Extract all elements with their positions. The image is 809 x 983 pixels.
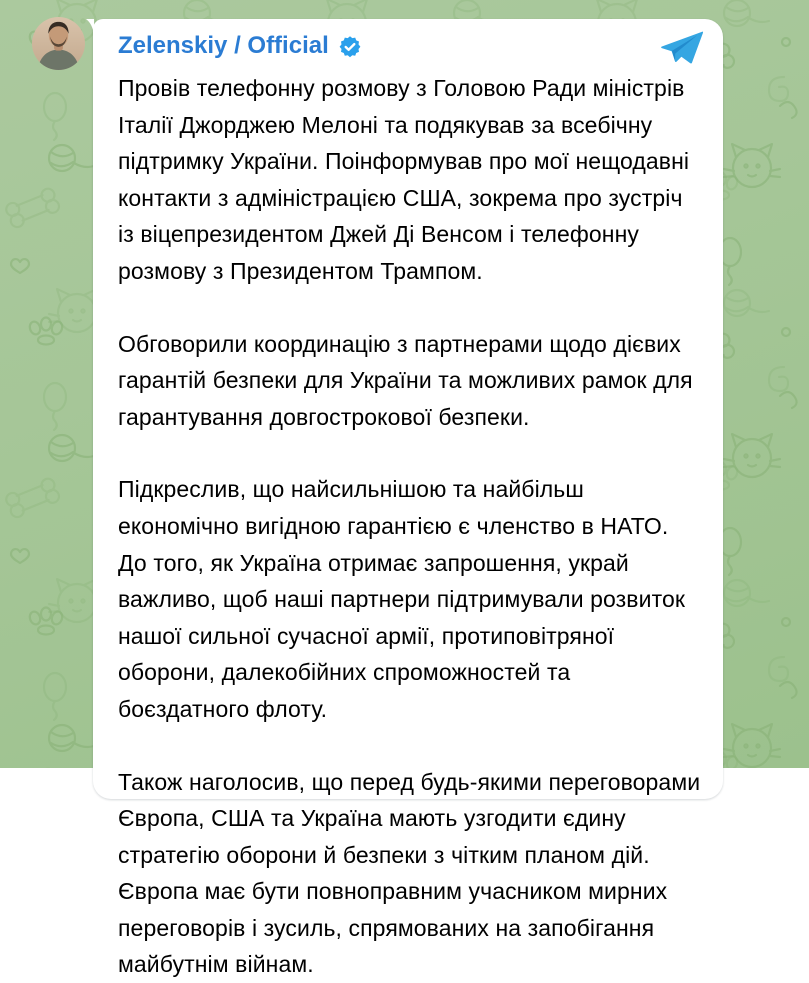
verified-badge-icon <box>338 35 362 59</box>
message-paragraph: Підкреслив, що найсильнішою та найбільш економічно вигідною гарантією є членство в НАТО. До того, як Україна отримає запрошення, украй важливо, щоб наші партнери підтримували розвиток нашої сильної сучасної армії, протиповітряної оборони, далекобійних спроможностей та боєздатного флоту. <box>118 471 703 727</box>
bubble-tail <box>85 19 94 35</box>
message-text <box>118 70 703 983</box>
message-bubble <box>93 19 723 799</box>
message-paragraph: Обговорили координацію з партнерами щодо дієвих гарантій безпеки для України та можливих рамок для гарантування довгострокової безпеки. <box>118 326 703 436</box>
message-paragraph: Також наголосив, що перед будь-якими переговорами Європа, США та Україна мають узгодити єдину стратегію оборони й безпеки з чітким планом дій. Європа має бути повноправним учасником мирних переговорів і зусиль, спрямованих на запобігання майбутнім війнам. <box>118 764 703 983</box>
channel-avatar[interactable] <box>32 17 85 70</box>
message-paragraph: Провів телефонну розмову з Головою Ради міністрів Італії Джорджею Мелоні та подякував за всебічну підтримку України. Поінформував про мої нещодавні контакти з адміністрацією США, зокрема про зустріч із віцепрезидентом Джей Ді Венсом і телефонну розмову з Президентом Трампом. <box>118 70 703 290</box>
telegram-plane-icon <box>661 31 703 61</box>
message-header <box>118 31 698 61</box>
profile-photo-image <box>32 17 85 70</box>
channel-name[interactable]: Zelenskiy / Official <box>118 31 329 61</box>
